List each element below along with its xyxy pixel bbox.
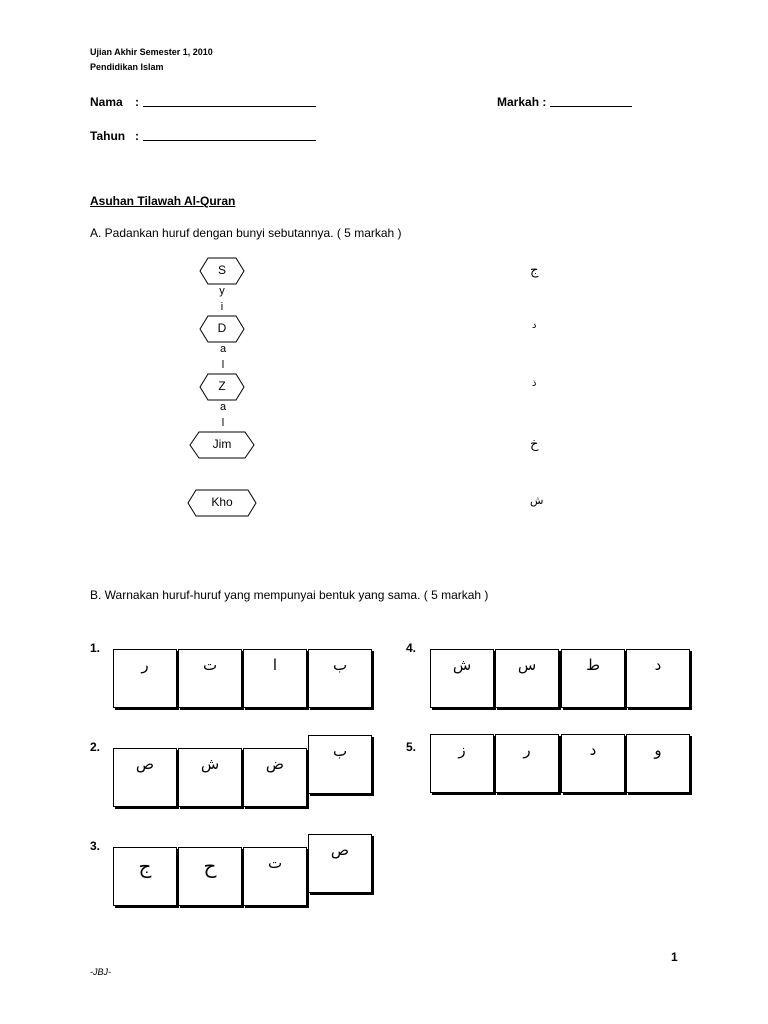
match-item-z: Z [218, 379, 226, 393]
letter-box[interactable]: ح [178, 847, 242, 906]
section-b-instruction: B. Warnakan huruf-huruf yang mempunyai bentuk yang sama. ( 5 markah ) [90, 588, 489, 602]
subject-title: Pendidikan Islam [90, 62, 164, 72]
section-title: Asuhan Tilawah Al-Quran [90, 194, 236, 208]
markah-label: Markah : [497, 95, 547, 109]
match-item-s: S [217, 263, 226, 277]
letter-box[interactable]: د [626, 649, 690, 708]
vertical-letter: a [219, 401, 227, 413]
nama-colon: : [135, 95, 139, 109]
letter-box[interactable]: ر [495, 734, 559, 793]
tahun-label: Tahun [90, 129, 126, 143]
letter-box[interactable]: ج [113, 847, 177, 906]
letter-box[interactable]: ض [243, 748, 307, 807]
page-number: 1 [671, 950, 678, 964]
letter-box[interactable]: س [495, 649, 559, 708]
section-a-instruction: A. Padankan huruf dengan bunyi sebutannya. ( 5 markah ) [90, 226, 402, 240]
letter-box[interactable]: ز [430, 734, 494, 793]
letter-box[interactable]: د [561, 734, 625, 793]
question-number: 5. [406, 740, 417, 754]
letter-box[interactable]: ص [308, 834, 372, 893]
vertical-letter: l [221, 359, 225, 371]
vertical-letter: i [220, 301, 224, 313]
vertical-letter: a [219, 343, 227, 355]
letter-box[interactable]: ب [308, 735, 372, 794]
letter-box[interactable]: ا [243, 649, 307, 708]
letter-box[interactable]: ط [561, 649, 625, 708]
vertical-letter: l [221, 417, 225, 429]
nama-label: Nama [90, 95, 123, 109]
letter-box[interactable]: ص [113, 748, 177, 807]
letter-box[interactable]: ت [178, 649, 242, 708]
letter-box[interactable]: و [626, 734, 690, 793]
vertical-letter: y [219, 285, 225, 297]
match-target-3: ذ [532, 378, 537, 389]
footer-code: -JBJ- [90, 967, 111, 977]
letter-box[interactable]: ش [430, 649, 494, 708]
match-target-2: د [532, 320, 537, 331]
tahun-colon: : [135, 129, 139, 143]
letter-box[interactable]: ش [178, 748, 242, 807]
question-number: 2. [90, 740, 101, 754]
match-item-d: D [217, 321, 227, 335]
match-item-kho: Kho [211, 495, 233, 509]
match-target-5: ش [530, 494, 544, 507]
match-target-4: خ [530, 437, 539, 452]
letter-box[interactable]: ر [113, 649, 177, 708]
match-item-jim: Jim [212, 437, 232, 451]
match-target-1: ج [530, 263, 539, 278]
question-number: 4. [406, 641, 417, 655]
question-number: 1. [90, 641, 101, 655]
exam-title: Ujian Akhir Semester 1, 2010 [90, 47, 213, 57]
letter-box[interactable]: ت [243, 847, 307, 906]
letter-box[interactable]: ب [308, 649, 372, 708]
question-number: 3. [90, 839, 101, 853]
